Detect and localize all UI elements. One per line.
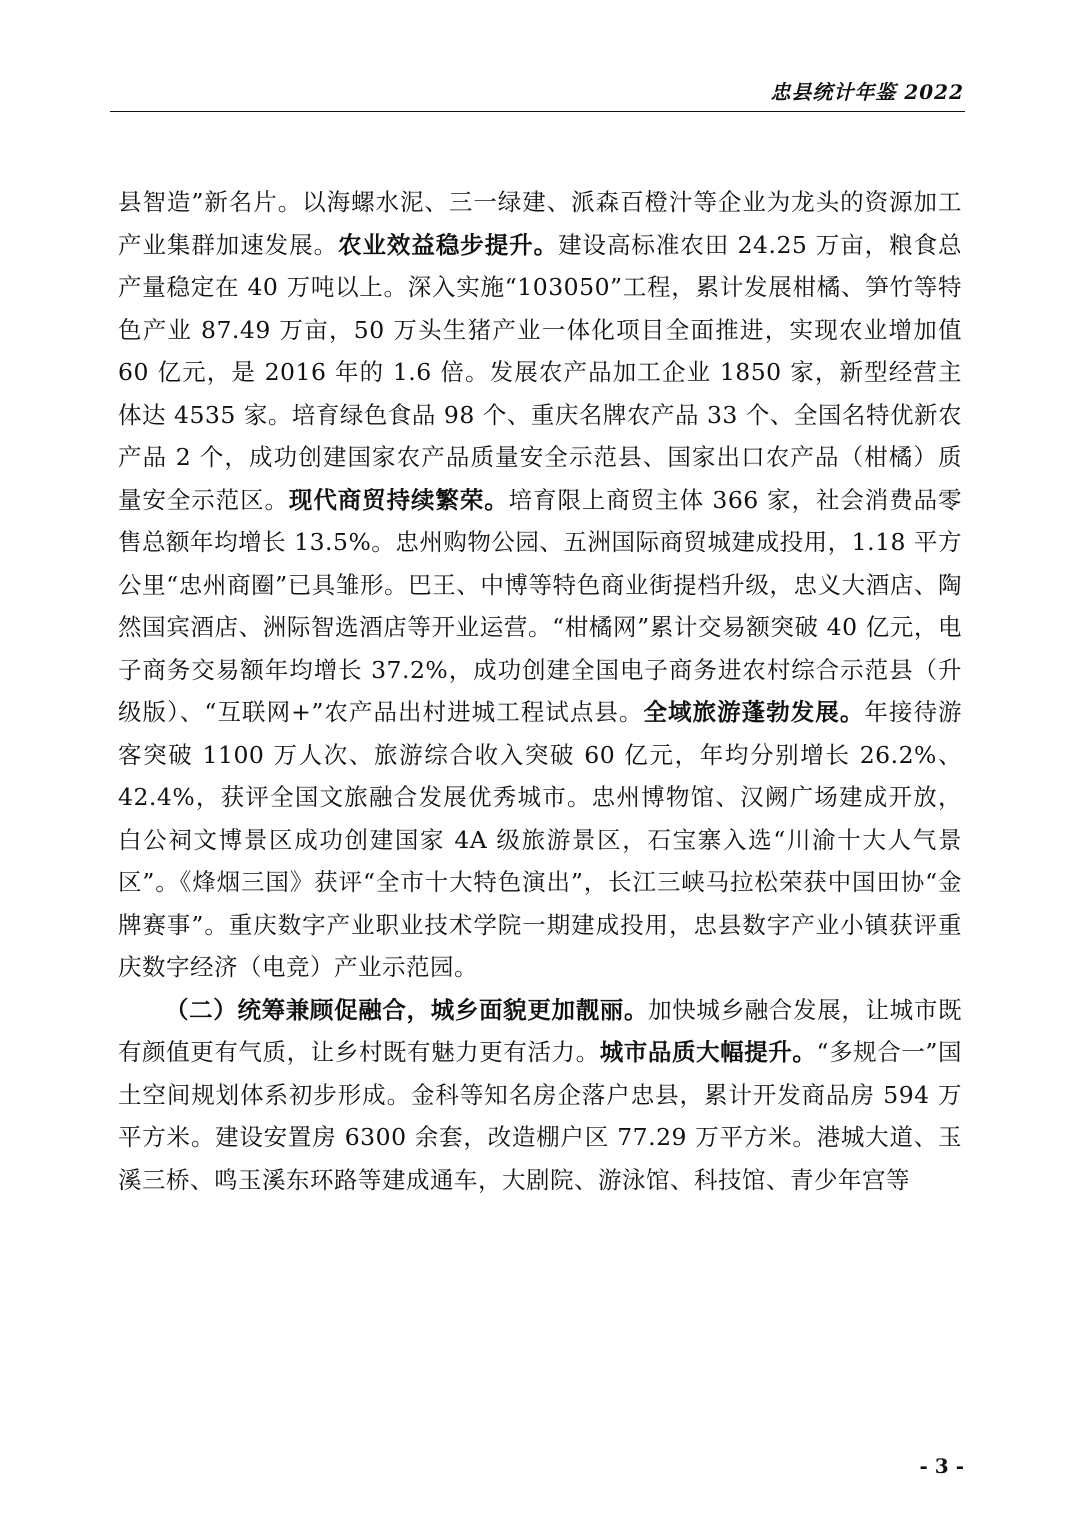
paragraph-economy bbox=[118, 181, 962, 989]
paragraph-urban-rural bbox=[118, 989, 962, 1202]
section-heading-city-quality: 城市品质大幅提升。 bbox=[599, 1038, 817, 1066]
section-heading-tourism: 全域旅游蓬勃发展。 bbox=[643, 698, 865, 726]
page-number: - 3 - bbox=[919, 1454, 964, 1478]
header-divider bbox=[110, 111, 965, 112]
paragraph-text: 加快城乡融合发展，让城市既有颜值更有气质，让乡村既有魅力更有活力。 bbox=[118, 995, 962, 1066]
paragraph-text: 建设高标准农田 24.25 万亩，粮食总产量稳定在 40 万吨以上。深入实施“103050”工程，累计发展柑橘、笋竹等特色产业 87.49 万亩，50 万头生猪产业一体化项目全面推进，实现农业增加值 60 亿元，是 2016 年的 1.6 倍。发展农产品加工企业 1850 家，新型经营主体达 4535 家。培育绿色食品 98 个、重庆名牌农产品 33 个、全国名特优新农产品 2 个，成功创建国家农产品质量安全示范县、国家出口农产品（柑橘）质量安全示范区。 bbox=[118, 230, 963, 514]
document-body bbox=[118, 181, 962, 1201]
paragraph-text: 县智造”新名片。以海螺水泥、三一绿建、派森百橙汁等企业为龙头的资源加工产业集群加速发展。 bbox=[118, 188, 962, 259]
section-heading-agriculture: 农业效益稳步提升。 bbox=[338, 230, 559, 259]
paragraph-text: 培育限上商贸主体 366 家，社会消费品零售总额年均增长 13.5%。忠州购物公园、五洲国际商贸城建成投用，1.18 平方公里“忠州商圈”已具雏形。巴王、中博等特色商业街提档升级，忠义大酒店、陶然国宾酒店、洲际智选酒店等开业运营。“柑橘网”累计交易额突破 40 亿元，电子商务交易额年均增长 37.2%，成功创建全国电子商务进农村综合示范县（升级版）、“互联网+”农产品出村进城工程试点县。 bbox=[118, 485, 963, 726]
paragraph-text: 年接待游客突破 1100 万人次、旅游综合收入突破 60 亿元，年均分别增长 26.2%、42.4%，获评全国文旅融合发展优秀城市。忠州博物馆、汉阙广场建成开放，白公祠文博景区成功创建国家 4A 级旅游景区，石宝寨入选“川渝十大人气景区”。《烽烟三国》获评“全市十大特色演出”，长江三峡马拉松荣获中国田协“金牌赛事”。重庆数字产业职业技术学院一期建成投用，忠县数字产业小镇获评重庆数字经济（电竞）产业示范园。 bbox=[118, 698, 963, 981]
running-header-title: 忠县统计年鉴 2022 bbox=[770, 80, 964, 104]
paragraph-text: “多规合一”国土空间规划体系初步形成。金科等知名房企落户忠县，累计开发商品房 594 万平方米。建设安置房 6300 余套，改造棚户区 77.29 万平方米。港城大道、玉溪三桥、鸣玉溪东环路等建成通车，大剧院、游泳馆、科技馆、青少年宫等 bbox=[118, 1038, 963, 1194]
section-heading-urban-rural: （二）统筹兼顾促融合，城乡面貌更加靓丽。 bbox=[165, 995, 649, 1024]
section-heading-commerce: 现代商贸持续繁荣。 bbox=[288, 485, 509, 514]
